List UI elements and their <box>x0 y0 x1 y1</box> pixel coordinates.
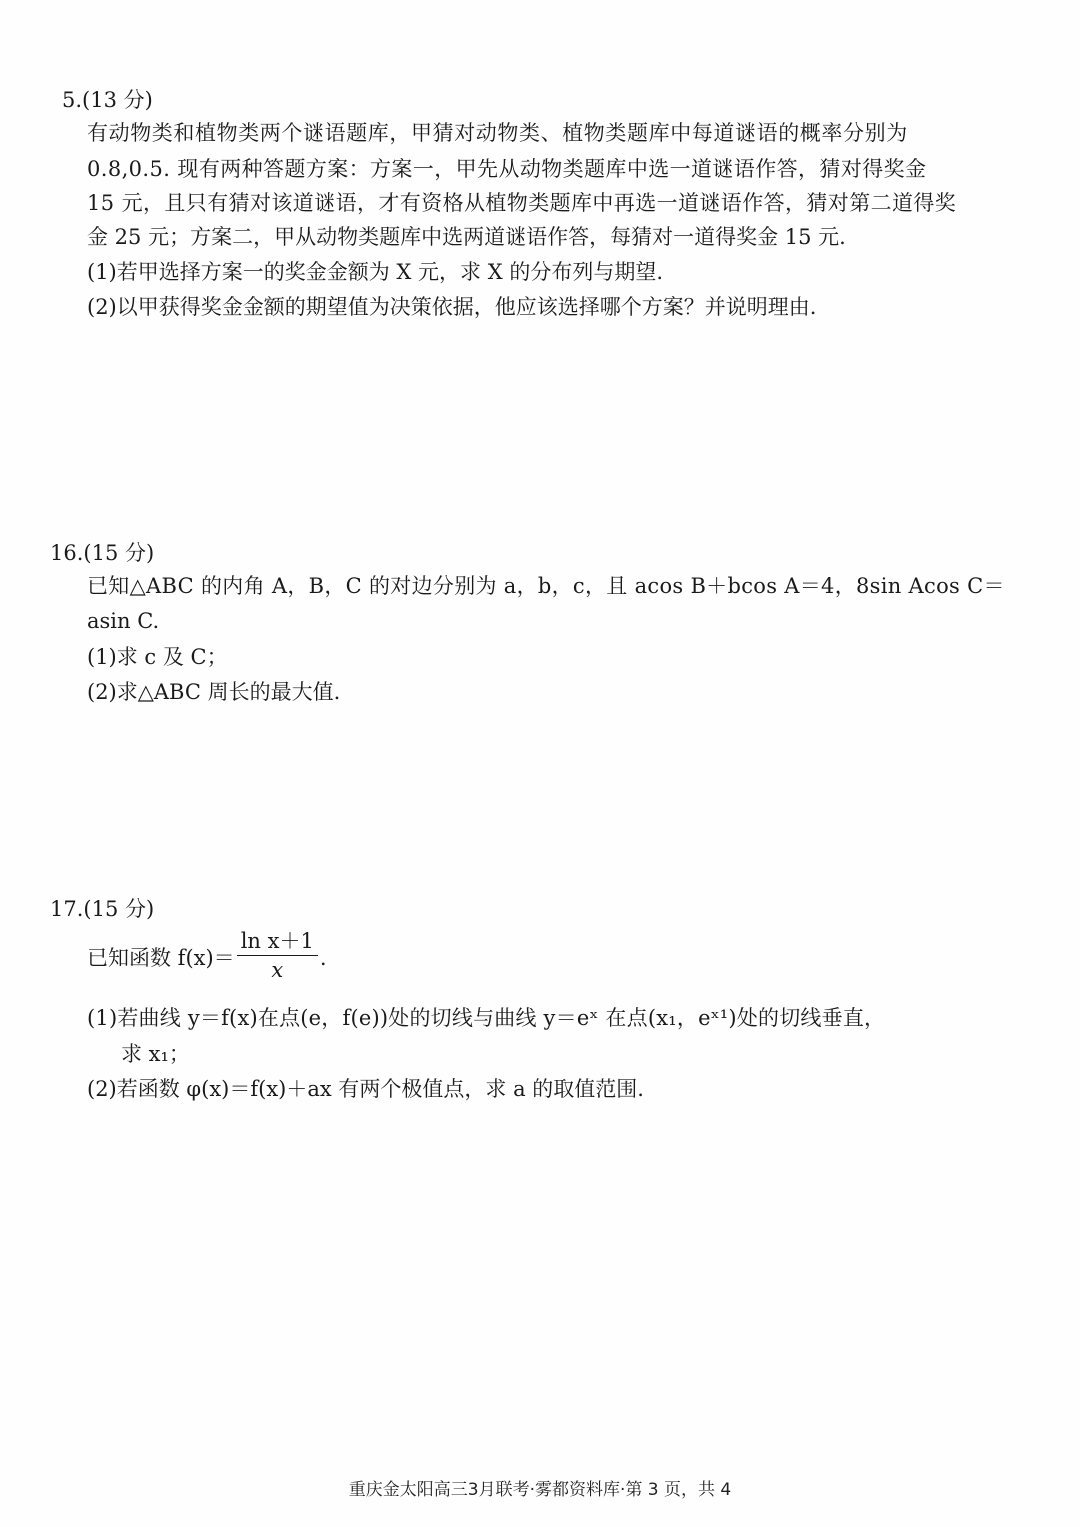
problem-number-label: 5. <box>62 88 83 112</box>
function-prefix: 已知函数 f(x)＝ <box>87 946 235 970</box>
fraction <box>237 927 318 984</box>
question-part-2: (2)若函数 φ(x)＝f(x)＋ax 有两个极值点，求 a 的取值范围. <box>87 1077 644 1101</box>
problem-score: (13 分) <box>82 88 153 112</box>
question-part-1-continued: 求 x₁； <box>121 1042 190 1066</box>
problem-score: (15 分) <box>83 897 155 921</box>
question-part-2: (2)以甲获得奖金金额的期望值为决策依据，他应该选择哪个方案？并说明理由. <box>87 295 817 319</box>
problem-number-label: 16. <box>50 541 84 565</box>
problem-text-line: 15 元，且只有猜对该道谜语，才有资格从植物类题库中再选一道谜语作答，猜对第二道得奖 <box>87 191 957 215</box>
question-part-1: (1)若甲选择方案一的奖金金额为 X 元，求 X 的分布列与期望. <box>87 260 664 284</box>
problem-text-line: 有动物类和植物类两个谜语题库，甲猜对动物类、植物类题库中每道谜语的概率分别为 <box>87 121 908 145</box>
question-part-1: (1)求 c 及 C； <box>87 645 228 669</box>
problem-text-line: 已知△ABC 的内角 A，B，C 的对边分别为 a，b，c，且 acos B＋bcos A＝4，8sin Acos C＝ <box>87 574 1005 598</box>
problem-number <box>50 537 154 567</box>
problem-text-line: asin C. <box>87 609 160 633</box>
problem-number <box>62 84 153 114</box>
function-definition <box>87 928 327 988</box>
problem-score: (15 分) <box>83 541 155 565</box>
problem-number-label: 17. <box>50 897 84 921</box>
page-footer: 重庆金太阳高三3月联考·雾都资料库·第 3 页，共 4 <box>348 1480 732 1500</box>
problem-number <box>50 893 154 923</box>
problem-text-line: 金 25 元；方案二，甲从动物类题库中选两道谜语作答，每猜对一道得奖金 15 元. <box>87 225 846 249</box>
problem-text-line: 0.8,0.5. 现有两种答题方案：方案一，甲先从动物类题库中选一道谜语作答，猜对得奖金 <box>87 157 927 181</box>
question-part-2: (2)求△ABC 周长的最大值. <box>87 680 341 704</box>
function-suffix: . <box>319 946 327 970</box>
fraction-denominator: x <box>271 958 284 982</box>
question-part-1: (1)若曲线 y＝f(x)在点(e，f(e))处的切线与曲线 y＝eˣ 在点(x₁，eˣ¹)处的切线垂直， <box>87 1006 886 1030</box>
fraction-numerator: ln x＋1 <box>237 927 318 956</box>
